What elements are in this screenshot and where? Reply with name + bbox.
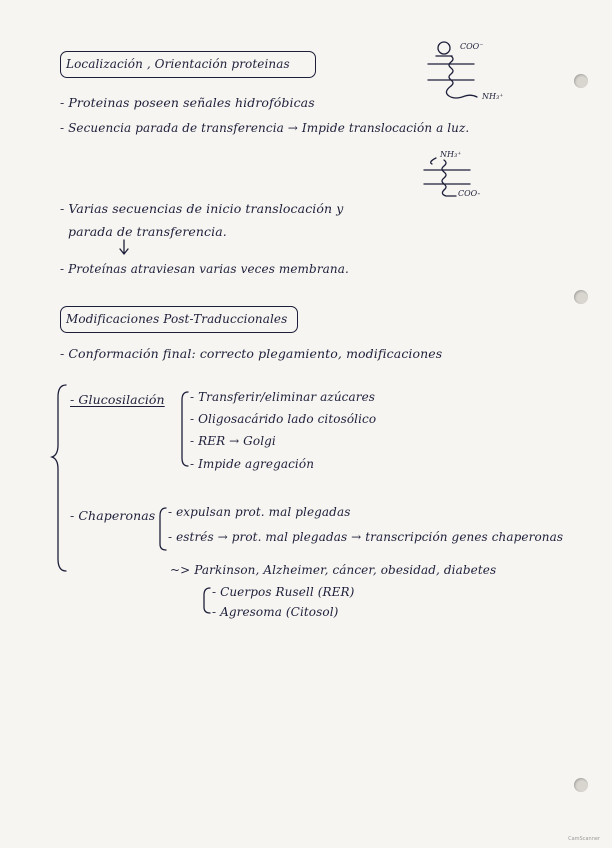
note-line: ~> Parkinson, Alzheimer, cáncer, obesidad, diabetes [170,563,497,577]
list-item: - RER → Golgi [190,434,276,448]
note-line: - Proteínas atraviesan varias veces membrana. [60,262,349,276]
diagram-label-coo: COO- [458,189,481,198]
note-line: - Varias secuencias de inicio translocación y [60,201,344,216]
brace-glucosilacion [182,392,188,466]
list-item: - Impide agregación [190,457,315,471]
topic-label-glucosilacion: - Glucosilación [70,392,165,407]
section-title: Localización , Orientación proteinas [66,57,290,71]
list-item: - Transferir/eliminar azúcares [190,390,376,404]
brace-diseases [204,588,210,613]
left-brace-large [52,385,66,571]
diagram-label-nh3: NH₃⁺ [440,150,462,159]
scanner-watermark: CamScanner [568,836,600,842]
topic-label-chaperonas: - Chaperonas [70,508,156,523]
list-item: - expulsan prot. mal plegadas [168,505,351,519]
list-item: - Cuerpos Rusell (RER) [212,585,355,599]
list-item: - Oligosacárido lado citosólico [190,412,377,426]
diagram-label-nh3: NH₃⁺ [482,92,504,101]
list-item: - Agresoma (Citosol) [212,605,339,619]
note-line: - Conformación final: correcto plegamiento, modificaciones [60,346,443,361]
note-line: - Proteinas poseen señales hidrofóbicas [60,95,315,110]
list-item: - estrés → prot. mal plegadas → transcripción genes chaperonas [168,530,564,544]
arrow-down-icon [120,240,128,254]
diagram-label-coo: COO⁻ [460,42,484,51]
brace-chaperonas [160,508,166,550]
note-line: parada de transferencia. [68,224,227,239]
section-title: Modificaciones Post-Traduccionales [66,312,288,326]
note-line: - Secuencia parada de transferencia → Impide translocación a luz. [60,121,470,135]
